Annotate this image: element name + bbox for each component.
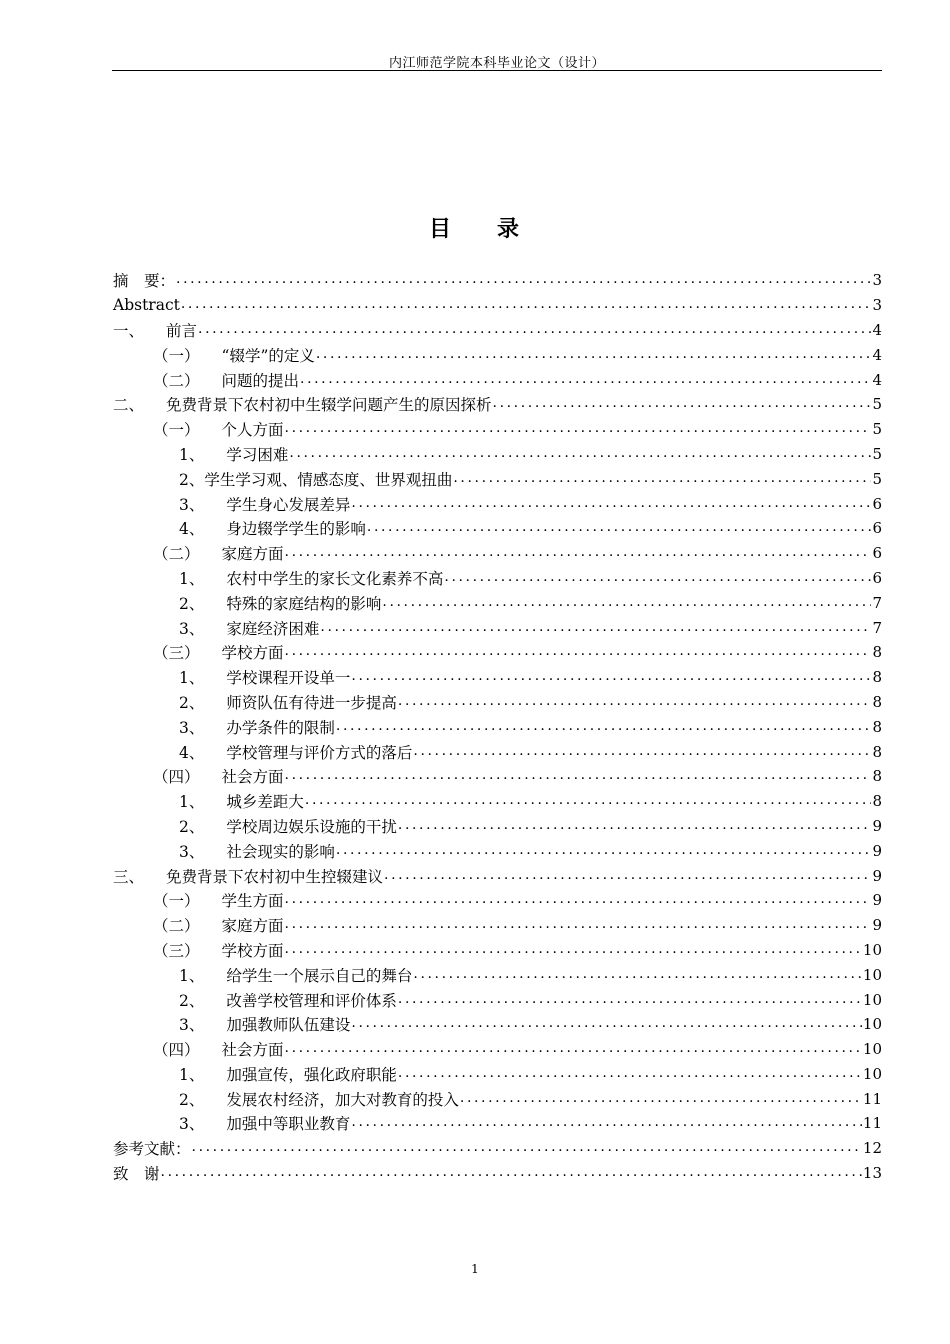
page-title xyxy=(0,212,950,243)
toc-entry-page: 4 xyxy=(872,370,882,389)
toc-entry-number: （一） xyxy=(153,421,200,440)
toc-entry[interactable] xyxy=(113,1111,882,1136)
toc-entry-title: 社会方面 xyxy=(221,1041,284,1060)
toc-entry-page: 3 xyxy=(872,271,882,290)
toc-entry-page: 7 xyxy=(872,618,882,637)
toc-entry-number: （二） xyxy=(153,917,200,936)
toc-entry-page: 3 xyxy=(872,296,882,315)
toc-entry[interactable] xyxy=(113,665,882,690)
toc-entry[interactable] xyxy=(113,541,882,566)
toc-entry-title: 学校方面 xyxy=(221,644,284,663)
toc-entry-number: 2、 xyxy=(179,1090,205,1109)
toc-entry-title: 身边辍学学生的影响 xyxy=(226,520,366,539)
toc-entry-number: 1、 xyxy=(179,569,205,588)
toc-dot-leader xyxy=(336,842,872,860)
toc-dot-leader xyxy=(351,668,871,686)
toc-entry[interactable] xyxy=(113,293,882,318)
toc-entry-page: 4 xyxy=(872,345,882,364)
toc-dot-leader xyxy=(285,767,872,785)
toc-dot-leader xyxy=(398,991,862,1009)
toc-entry-page: 6 xyxy=(872,494,882,513)
toc-entry-page: 9 xyxy=(872,916,882,935)
toc-entry-title: 给学生一个展示自己的舞台 xyxy=(226,966,413,985)
toc-entry-page: 9 xyxy=(872,816,882,835)
toc-entry[interactable] xyxy=(113,392,882,417)
toc-dot-leader xyxy=(181,296,872,314)
toc-entry-title: 特殊的家庭结构的影响 xyxy=(226,594,382,613)
toc-entry[interactable] xyxy=(113,590,882,615)
toc-dot-leader xyxy=(398,817,872,835)
toc-entry[interactable] xyxy=(113,1136,882,1161)
toc-entry[interactable] xyxy=(113,1062,882,1087)
toc-entry[interactable] xyxy=(113,789,882,814)
toc-entry[interactable] xyxy=(113,938,882,963)
toc-entry-page: 8 xyxy=(872,792,882,811)
toc-entry-page: 5 xyxy=(872,395,882,414)
toc-entry-number: 4、 xyxy=(179,520,205,539)
toc-dot-leader xyxy=(351,1114,862,1132)
toc-dot-leader xyxy=(453,470,871,488)
toc-entry-title: 师资队伍有待进一步提高 xyxy=(226,693,397,712)
toc-entry[interactable] xyxy=(113,640,882,665)
toc-entry-title: 加强中等职业教育 xyxy=(226,1115,351,1134)
toc-entry-page: 10 xyxy=(862,940,882,959)
toc-dot-leader xyxy=(289,445,871,463)
toc-entry-page: 6 xyxy=(872,568,882,587)
toc-dot-leader xyxy=(285,643,872,661)
toc-entry-number: 2、 xyxy=(179,693,205,712)
toc-entry-title: 摘 要： xyxy=(113,272,176,291)
toc-dot-leader xyxy=(305,792,872,810)
toc-entry-page: 11 xyxy=(862,1089,882,1108)
toc-entry[interactable] xyxy=(113,318,882,343)
toc-entry-title: 学生方面 xyxy=(221,892,284,911)
toc-entry[interactable] xyxy=(113,342,882,367)
toc-dot-leader xyxy=(176,271,871,289)
toc-entry-page: 10 xyxy=(862,1015,882,1034)
toc-dot-leader xyxy=(285,544,872,562)
toc-entry-number: 1、 xyxy=(179,1065,205,1084)
toc-dot-leader xyxy=(285,1040,862,1058)
toc-entry-page: 6 xyxy=(872,544,882,563)
toc-dot-leader xyxy=(285,420,872,438)
toc-entry-title: 2、学生学习观、情感态度、世界观扭曲 xyxy=(179,470,453,489)
toc-entry-page: 12 xyxy=(862,1139,882,1158)
toc-dot-leader xyxy=(336,718,872,736)
toc-dot-leader xyxy=(351,1015,862,1033)
toc-entry-number: 2、 xyxy=(179,991,205,1010)
toc-entry-page: 8 xyxy=(872,742,882,761)
toc-entry-page: 10 xyxy=(862,965,882,984)
toc-entry-number: （三） xyxy=(153,941,200,960)
toc-entry-number: （四） xyxy=(153,768,200,787)
toc-entry-title: 加强宣传，强化政府职能 xyxy=(226,1065,397,1084)
toc-entry[interactable] xyxy=(113,863,882,888)
toc-dot-leader xyxy=(384,867,871,885)
toc-entry-number: 4、 xyxy=(179,743,205,762)
toc-entry-title: 问题的提出 xyxy=(221,371,300,390)
toc-entry-page: 8 xyxy=(872,717,882,736)
toc-entry[interactable] xyxy=(113,913,882,938)
toc-entry[interactable] xyxy=(113,739,882,764)
toc-entry-title: 农村中学生的家长文化素养不高 xyxy=(226,569,444,588)
toc-entry-number: 一、 xyxy=(113,321,145,340)
toc-entry-title: 学习困难 xyxy=(226,445,289,464)
toc-entry-page: 10 xyxy=(862,1064,882,1083)
toc-entry[interactable] xyxy=(113,268,882,293)
toc-dot-leader xyxy=(316,346,872,364)
toc-entry[interactable] xyxy=(113,491,882,516)
toc-dot-leader xyxy=(493,395,872,413)
toc-entry-title: 前言 xyxy=(166,321,198,340)
toc-entry-page: 13 xyxy=(862,1164,882,1183)
toc-dot-leader xyxy=(460,1090,862,1108)
toc-dot-leader xyxy=(398,1065,862,1083)
toc-entry-number: 1、 xyxy=(179,445,205,464)
toc-entry-page: 9 xyxy=(872,866,882,885)
toc-entry-title: 学校周边娱乐设施的干扰 xyxy=(226,817,397,836)
toc-entry-title: Abstract xyxy=(113,296,180,315)
toc-entry[interactable] xyxy=(113,417,882,442)
toc-entry[interactable] xyxy=(113,466,882,491)
toc-entry-page: 8 xyxy=(872,668,882,687)
toc-entry-title: 个人方面 xyxy=(221,421,284,440)
table-of-contents xyxy=(113,268,882,1185)
toc-entry-page: 4 xyxy=(872,320,882,339)
toc-entry-title: 家庭方面 xyxy=(221,545,284,564)
toc-dot-leader xyxy=(300,371,871,389)
toc-entry[interactable] xyxy=(113,962,882,987)
toc-entry[interactable] xyxy=(113,442,882,467)
toc-entry[interactable] xyxy=(113,367,882,392)
toc-entry-number: （二） xyxy=(153,371,200,390)
toc-dot-leader xyxy=(285,891,872,909)
toc-entry-number: 1、 xyxy=(179,669,205,688)
toc-entry-page: 8 xyxy=(872,767,882,786)
toc-dot-leader xyxy=(198,321,871,339)
toc-dot-leader xyxy=(161,1164,862,1182)
toc-entry[interactable] xyxy=(113,1086,882,1111)
toc-entry[interactable] xyxy=(113,764,882,789)
toc-entry-page: 7 xyxy=(872,593,882,612)
toc-entry-title: 参考文献： xyxy=(113,1140,191,1159)
toc-entry-number: （一） xyxy=(153,892,200,911)
toc-entry-number: （二） xyxy=(153,545,200,564)
page-number: 1 xyxy=(471,1262,479,1276)
title-char-right: 录 xyxy=(497,216,522,242)
toc-entry[interactable] xyxy=(113,1012,882,1037)
toc-dot-leader xyxy=(413,966,862,984)
toc-dot-leader xyxy=(413,743,871,761)
toc-entry[interactable] xyxy=(113,714,882,739)
toc-entry-title: 学校管理与评价方式的落后 xyxy=(226,743,413,762)
running-header: 内江师范学院本科毕业论文（设计） xyxy=(388,56,605,71)
toc-entry[interactable] xyxy=(113,888,882,913)
toc-entry-page: 9 xyxy=(872,891,882,910)
toc-dot-leader xyxy=(320,619,871,637)
toc-entry-title: 家庭经济困难 xyxy=(226,619,320,638)
toc-entry-number: 2、 xyxy=(179,594,205,613)
toc-entry[interactable] xyxy=(113,690,882,715)
toc-entry[interactable] xyxy=(113,516,882,541)
toc-entry-title: 办学条件的限制 xyxy=(226,718,335,737)
toc-entry[interactable] xyxy=(113,1037,882,1062)
toc-dot-leader xyxy=(285,916,872,934)
toc-entry[interactable] xyxy=(113,615,882,640)
toc-entry-number: （四） xyxy=(153,1041,200,1060)
toc-dot-leader xyxy=(351,495,871,513)
toc-entry-number: （三） xyxy=(153,644,200,663)
toc-entry-title: 加强教师队伍建设 xyxy=(226,1016,351,1035)
toc-entry-page: 10 xyxy=(862,990,882,1009)
toc-dot-leader xyxy=(192,1139,862,1157)
toc-entry[interactable] xyxy=(113,987,882,1012)
toc-entry-title: 学校方面 xyxy=(221,941,284,960)
toc-entry-title: 社会方面 xyxy=(221,768,284,787)
header-rule xyxy=(112,70,882,71)
toc-entry-page: 8 xyxy=(872,643,882,662)
toc-entry-title: “辍学”的定义 xyxy=(221,346,315,365)
toc-entry-number: 3、 xyxy=(179,842,205,861)
toc-entry-page: 6 xyxy=(872,519,882,538)
toc-entry-title: 社会现实的影响 xyxy=(226,842,335,861)
toc-entry-number: 1、 xyxy=(179,966,205,985)
toc-entry-number: 3、 xyxy=(179,1016,205,1035)
toc-entry-title: 城乡差距大 xyxy=(226,793,304,812)
toc-entry-number: 3、 xyxy=(179,619,205,638)
toc-entry-page: 5 xyxy=(872,469,882,488)
title-char-left: 目 xyxy=(428,216,453,242)
toc-entry-number: 二、 xyxy=(113,396,145,415)
toc-entry-number: 三、 xyxy=(113,867,145,886)
toc-entry-page: 5 xyxy=(872,420,882,439)
toc-dot-leader xyxy=(382,594,871,612)
toc-entry-page: 9 xyxy=(872,841,882,860)
toc-entry-title: 学校课程开设单一 xyxy=(226,669,351,688)
toc-entry-number: 2、 xyxy=(179,817,205,836)
toc-entry-number: 3、 xyxy=(179,495,205,514)
toc-entry-number: （一） xyxy=(153,346,200,365)
toc-entry-title: 学生身心发展差异 xyxy=(226,495,351,514)
toc-entry-number: 3、 xyxy=(179,1115,205,1134)
toc-entry-number: 1、 xyxy=(179,793,205,812)
toc-entry-title: 致 谢 xyxy=(113,1165,160,1184)
toc-dot-leader xyxy=(398,693,872,711)
toc-dot-leader xyxy=(444,569,871,587)
toc-entry[interactable] xyxy=(113,566,882,591)
toc-entry-title: 发展农村经济，加大对教育的投入 xyxy=(226,1090,459,1109)
toc-entry-number: 3、 xyxy=(179,718,205,737)
toc-dot-leader xyxy=(367,519,872,537)
toc-entry-title: 免费背景下农村初中生辍学问题产生的原因探析 xyxy=(166,396,492,415)
toc-entry-page: 11 xyxy=(862,1114,882,1133)
toc-entry-title: 家庭方面 xyxy=(221,917,284,936)
toc-entry[interactable] xyxy=(113,814,882,839)
toc-entry-page: 5 xyxy=(872,444,882,463)
toc-entry-title: 改善学校管理和评价体系 xyxy=(226,991,397,1010)
toc-dot-leader xyxy=(285,941,862,959)
toc-entry-title: 免费背景下农村初中生控辍建议 xyxy=(166,867,384,886)
toc-entry[interactable] xyxy=(113,1161,882,1186)
toc-entry[interactable] xyxy=(113,838,882,863)
toc-entry-page: 10 xyxy=(862,1040,882,1059)
toc-entry-page: 8 xyxy=(872,692,882,711)
